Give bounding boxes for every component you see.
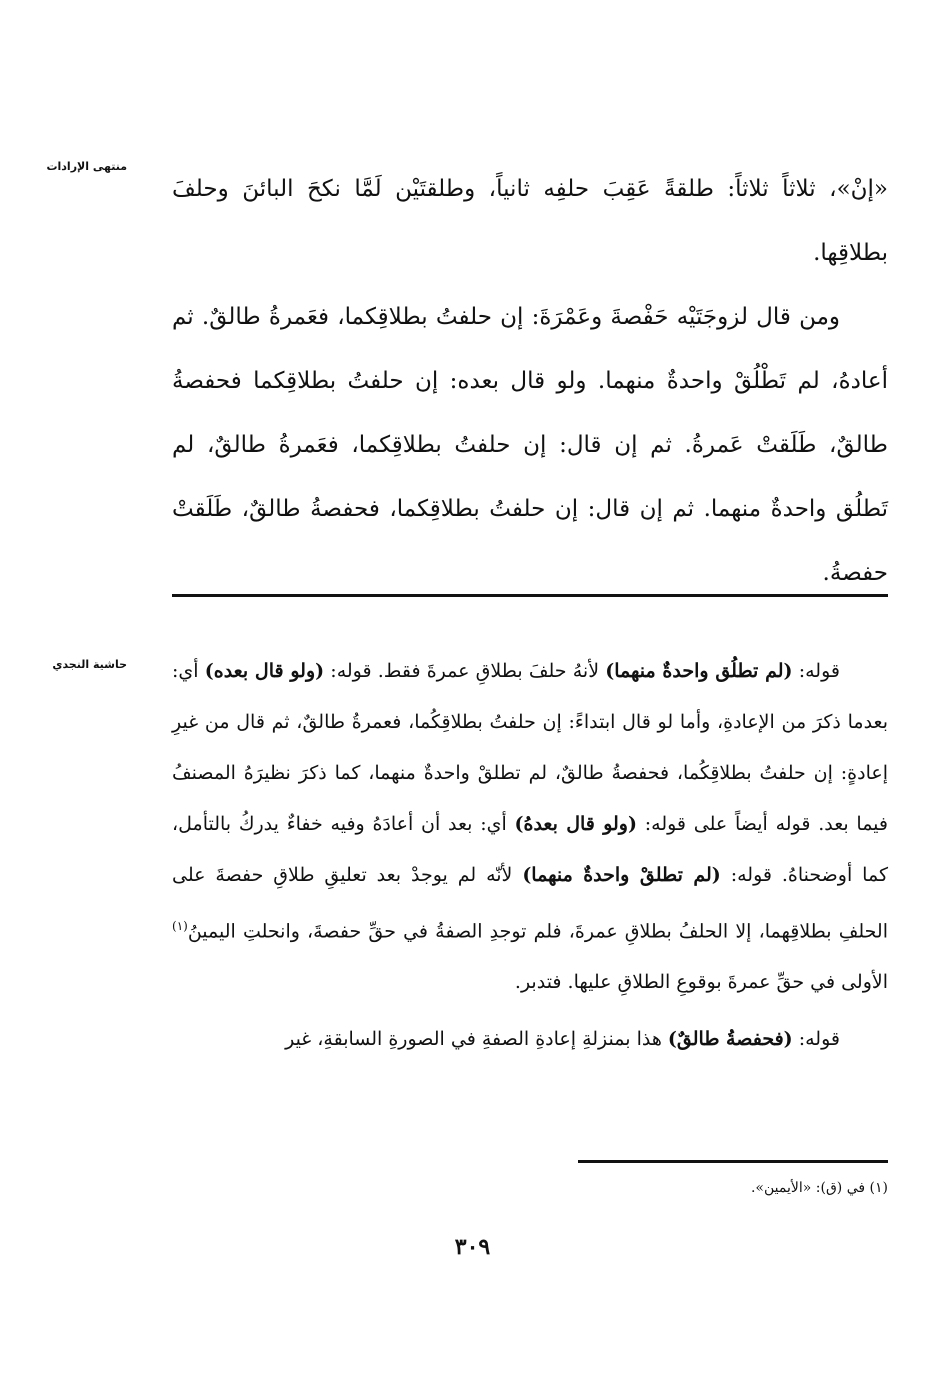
commentary-paragraph-1 — [172, 646, 888, 1008]
footnote: (١) في (ق): «الأيمين». — [750, 1180, 888, 1196]
main-text-block — [172, 157, 888, 605]
commentary-quoted-phrase: (لم تطلقْ واحدةٌ منهما) — [522, 864, 721, 886]
commentary-quoted-phrase: (لم تطلُق واحدةٌ منهما) — [605, 660, 793, 682]
footnote-marker: (١) — [172, 919, 188, 933]
commentary-quoted-phrase: (فحفصةُ طالقٌ) — [667, 1028, 793, 1051]
commentary-text: أي: بعدما ذكرَ من الإعادةِ، وأما لو قال ابتداءً: إن حلفتُ بطلاقِكُما، فعمرةُ طالقٌ، ثم قال من غيرِ إعادةٍ: إن حلفتُ بطلاقِكُما، فحفصةُ طالقٌ، لم تطلقْ واحدةٌ منهما، كما ذكرَ نظيرَهُ المصنفُ فيما بعد. قوله أيضاً على قوله: — [172, 660, 888, 835]
main-paragraph-2: ومن قال لزوجَتَيْه حَفْصةَ وعَمْرَةَ: إن حلفتُ بطلاقِكما، فعَمرةُ طالقٌ. ثم أعادهُ، لم تَطْلُقْ واحدةٌ منهما. ولو قال بعده: إن حلفتُ بطلاقِكما فحفصةُ طالقٌ، طَلَقتْ عَمرةُ. ثم إن قال: إن حلفتُ بطلاقِكما، فعَمرةُ طالقٌ، لم تَطلُق واحدةٌ منهما. ثم إن قال: إن حلفتُ بطلاقِكما، فحفصةُ طالقٌ، طَلَقتْ حفصةُ. — [172, 304, 888, 586]
commentary-quoted-phrase: (ولو قال بعده) — [204, 660, 325, 682]
main-paragraph-1: «إنْ»، ثلاثاً ثلاثاً: طلقةً عَقِبَ حلفِه ثانياً، وطلقتَيْن لَمَّا نكحَ البائنَ وحلفَ بطلاقِها. — [172, 176, 888, 266]
page-number: ٣٠٩ — [454, 1234, 491, 1260]
commentary-text: لأنهُ حلفَ بطلاقِ عمرةَ فقط. قوله: — [324, 660, 606, 682]
side-label-source-title: منتهى الإرادات — [46, 160, 127, 173]
commentary-text: قوله: — [792, 660, 840, 682]
commentary-text: هذا بمنزلةِ إعادةِ الصفةِ في الصورةِ السابقةِ، غير — [285, 1028, 668, 1051]
side-label-commentary-title: حاشية النجدي — [52, 658, 127, 671]
commentary-text: قوله: — [792, 1028, 840, 1051]
commentary-text: أي: بعد أن أعادَهُ وفيه خفاءٌ يدركُ بالتأمل، كما أوضحناهُ. قوله: — [172, 813, 888, 886]
footnote-divider — [578, 1160, 888, 1163]
commentary-text: الأولى في حقِّ عمرةَ بوقوعِ الطلاقِ عليها. فتدبر. — [514, 971, 888, 994]
commentary-quoted-phrase: (ولو قال بعدهُ) — [514, 813, 637, 835]
main-divider — [172, 594, 888, 597]
commentary-paragraph-2 — [172, 1014, 888, 1065]
commentary-text: لأنّه لم يوجدْ بعد تعليقِ طلاقِ حفصةَ على الحلفِ بطلاقِهما، إلا الحلفُ بطلاقِ عمرةَ، فلم توجدِ الصفةُ في حقِّ حفصةَ، وانحلتِ اليمينُ — [172, 864, 888, 943]
commentary-block — [172, 646, 888, 1065]
